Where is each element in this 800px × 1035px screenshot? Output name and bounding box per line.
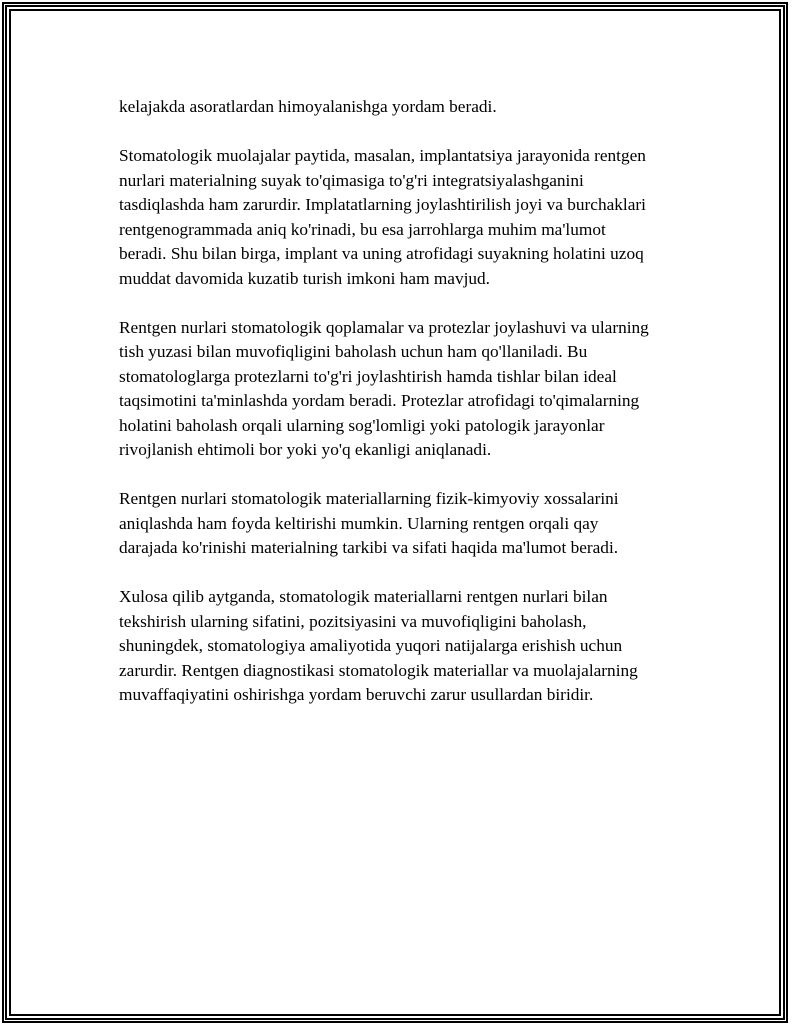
text-line: Rentgen nurlari stomatologik qoplamalar va protezlar joylashuvi va ularning (119, 317, 649, 337)
text-line: muddat davomida kuzatib turish imkoni ham mavjud. (119, 268, 491, 288)
text-line: beradi. Shu bilan birga, implant va uning atrofidagi suyakning holatini uzoq (119, 244, 644, 263)
text-line: Rentgen nurlari stomatologik materiallarning fizik-kimyoviy xossalarini (119, 489, 619, 508)
paragraph-1 (119, 95, 719, 120)
text-line: Xulosa qilib aytganda, stomatologik materiallarni rentgen nurlari bilan (119, 587, 608, 606)
text-line: kelajakda asoratlardan himoyalanishga yordam beradi. (119, 97, 497, 116)
text-line: tish yuzasi bilan muvofiqligini baholash uchun ham qo'llaniladi. Bu (119, 342, 588, 361)
text-line: holatini baholash orqali ularning sog'lomligi yoki patologik jarayonlar (119, 415, 605, 435)
text-line: nurlari materialning suyak to'qimasiga to'g'ri integratsiyalashganini (119, 170, 584, 190)
text-line: darajada ko'rinishi materialning tarkibi va sifati haqida ma'lumot beradi. (119, 538, 619, 557)
text-line: shuningdek, stomatologiya amaliyotida yuqori natijalarga erishish uchun (119, 636, 623, 655)
text-line: rivojlanish ehtimoli bor yoki yo'q ekanligi aniqlanadi. (119, 440, 492, 459)
text-line: zarurdir. Rentgen diagnostikasi stomatologik materiallar va muolajalarning (119, 660, 638, 680)
document-page (2, 2, 788, 1023)
text-line: tasdiqlashda ham zarurdir. Implatatlarning joylashtirilish joyi va burchaklari (119, 195, 646, 214)
document-body (119, 95, 719, 732)
text-line: tekshirish ularning sifatini, pozitsiyasini va muvofiqligini baholash, (119, 611, 587, 631)
paragraph-4 (119, 487, 719, 561)
text-line: muvaffaqiyatini oshirishga yordam beruvchi zarur usullardan biridir. (119, 685, 594, 704)
text-line: Stomatologik muolajalar paytida, masalan, implantatsiya jarayonida rentgen (119, 146, 646, 165)
text-line: rentgenogrammada aniq ko'rinadi, bu esa jarrohlarga muhim ma'lumot (119, 219, 606, 239)
paragraph-2 (119, 144, 719, 291)
paragraph-3 (119, 316, 719, 463)
text-line: aniqlashda ham foyda keltirishi mumkin. Ularning rentgen orqali qay (119, 513, 599, 533)
text-line: stomatologlarga protezlarni to'g'ri joylashtirish hamda tishlar bilan ideal (119, 366, 617, 386)
text-line: taqsimotini ta'minlashda yordam beradi. Protezlar atrofidagi to'qimalarning (119, 391, 640, 410)
paragraph-5 (119, 585, 719, 708)
